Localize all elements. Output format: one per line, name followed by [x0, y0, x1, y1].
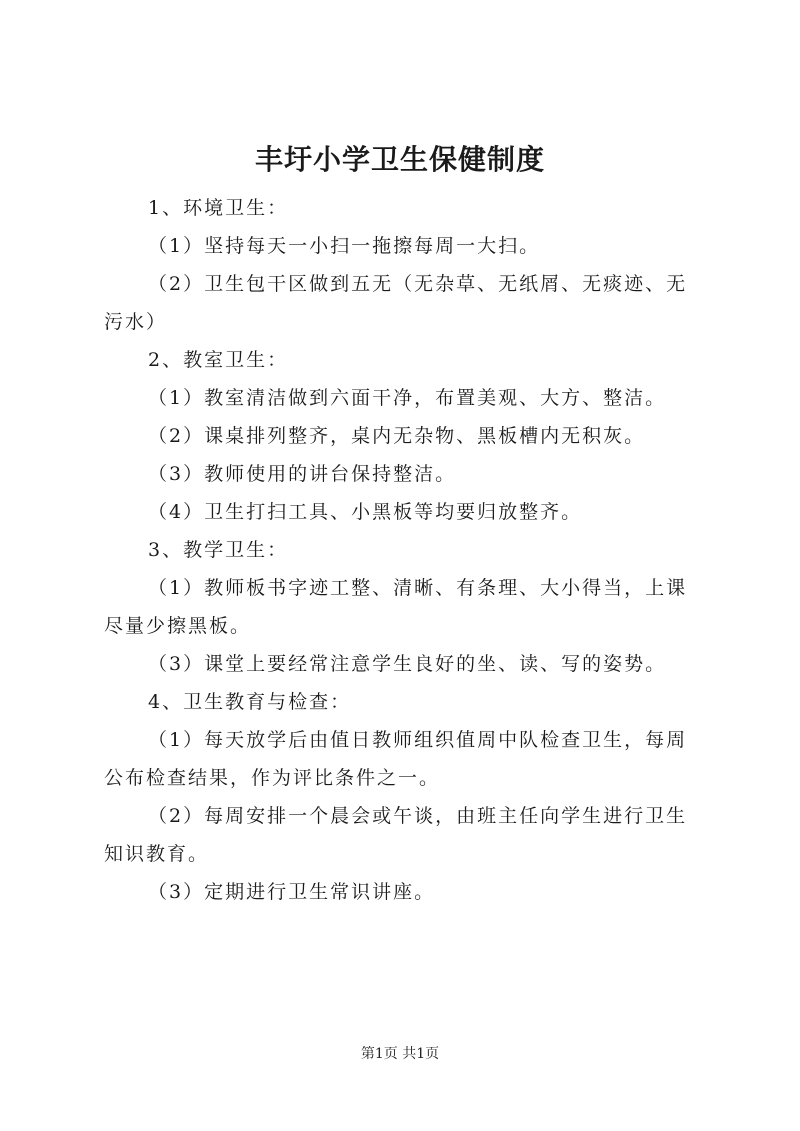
document-title: 丰圩小学卫生保健制度	[254, 143, 545, 176]
document-body	[104, 189, 704, 911]
page-number-footer: 第1页 共1页	[360, 1046, 440, 1062]
paragraph: （3）定期进行卫生常识讲座。	[148, 881, 436, 903]
paragraph: （2）每周安排一个晨会或午谈，由班主任向学生进行卫生知识教育。	[104, 805, 688, 865]
paragraph: （2）卫生包干区做到五无（无杂草、无纸屑、无痰迹、无污水）	[104, 273, 688, 333]
section-heading-teaching: 3、教学卫生：	[148, 539, 289, 561]
section-heading-environment: 1、环境卫生：	[148, 197, 289, 219]
paragraph: （4）卫生打扫工具、小黑板等均要归放整齐。	[148, 501, 583, 523]
section-heading-education: 4、卫生教育与检查：	[148, 691, 352, 713]
paragraph: （3）课堂上要经常注意学生良好的坐、读、写的姿势。	[148, 653, 667, 675]
section-heading-classroom: 2、教室卫生：	[148, 349, 289, 371]
paragraph: （1）教师板书字迹工整、清晰、有条理、大小得当，上课尽量少擦黑板。	[104, 577, 688, 637]
paragraph: （3）教师使用的讲台保持整洁。	[148, 463, 457, 485]
paragraph: （2）课桌排列整齐，桌内无杂物、黑板槽内无积灰。	[148, 425, 646, 447]
paragraph: （1）教室清洁做到六面干净，布置美观、大方、整洁。	[148, 387, 667, 409]
paragraph: （1）坚持每天一小扫一拖擦每周一大扫。	[148, 235, 541, 257]
paragraph: （1）每天放学后由值日教师组织值周中队检查卫生，每周公布检查结果，作为评比条件之一。	[104, 729, 688, 789]
